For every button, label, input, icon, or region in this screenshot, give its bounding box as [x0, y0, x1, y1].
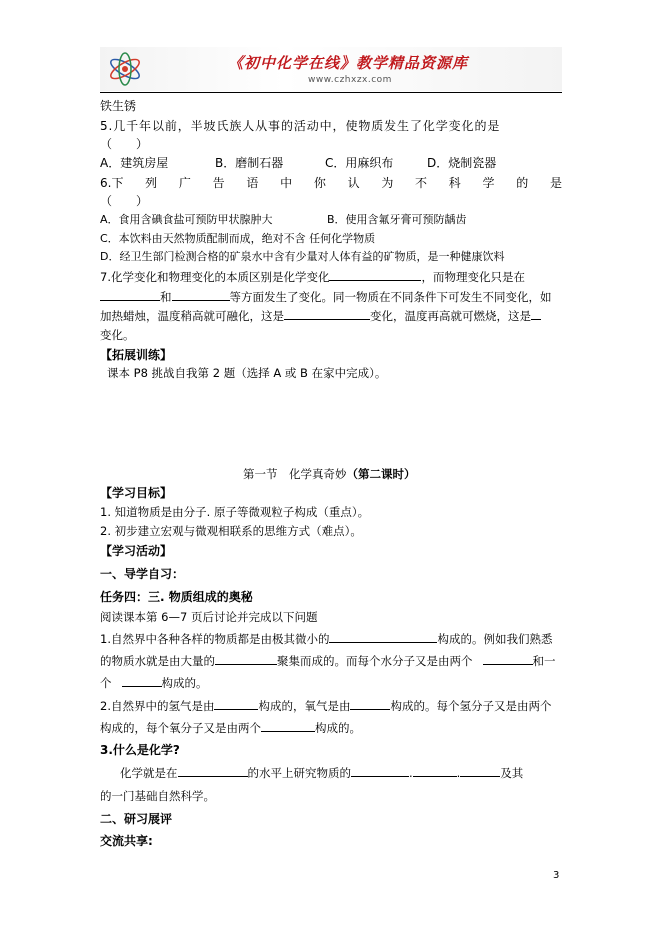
p3-line-1: 化学就是在 的水平上研究物质的 . . 及其 [120, 766, 524, 780]
question-5-stem: 5.几千年以前，半坡氏族人从事的活动中，使物质发生了化学变化的是 [100, 119, 501, 133]
blank [329, 268, 421, 281]
question-7-line-3: 加热蜡烛，温度稍高就可融化，这是 变化，温度再高就可燃烧，这是 [100, 307, 541, 325]
q6-char: 广 [178, 176, 191, 190]
q6-char: 6.下 [100, 176, 124, 190]
page-number: 3 [553, 870, 560, 881]
q5-option-c: C．用麻织布 [325, 156, 394, 170]
blank [351, 764, 409, 777]
q6-option-c: C．本饮料由天然物质配制而成，绝对不含 任何化学物质 [100, 232, 376, 245]
q6-char: 不 [415, 176, 428, 190]
header-title: 《初中化学在线》教学精品资源库 [228, 54, 469, 72]
learning-goal-1: 1. 知道物质是由分子. 原子等微观粒子构成（重点）。 [100, 505, 370, 519]
q5-option-b: B．磨制石器 [215, 156, 284, 170]
p1-line-3: 个 构成的。 [100, 676, 208, 690]
self-study-heading: 一、导学自习： [100, 567, 185, 581]
question-6-paren: （ ） [100, 194, 149, 208]
question-5-paren: （ ） [100, 137, 149, 151]
blank [178, 764, 248, 777]
blank [284, 307, 370, 320]
reading-prompt: 阅读课本第 6—7 页后讨论并完成以下问题 [100, 610, 318, 624]
question-7-line-4: 变化。 [100, 328, 135, 342]
q6-char: 科 [448, 176, 461, 190]
p3-heading: 3.什么是化学? [100, 743, 180, 757]
blank [214, 697, 258, 710]
tuozhan-body: 课本 P8 挑战自我第 2 题（选择 A 或 B 在家中完成）。 [107, 366, 387, 380]
p1-line-1: 1.自然界中各种各样的物质都是由极其微小的 构成的。例如我们熟悉 [100, 632, 553, 646]
q5-option-d: D．烧制瓷器 [427, 156, 497, 170]
q6-char: 是 [549, 176, 562, 190]
q6-option-d: D．经卫生部门检测合格的矿泉水中含有少量对人体有益的矿物质，是一种健康饮料 [100, 250, 505, 263]
q6-char: 学 [482, 176, 495, 190]
question-7-line-1: 7.化学变化和物理变化的本质区别是化学变化 ，而物理变化只是在 [100, 270, 525, 284]
blank [261, 719, 315, 732]
atom-logo-icon [106, 50, 144, 88]
blank [531, 307, 541, 320]
blank [329, 630, 437, 643]
blank [215, 652, 277, 665]
q6-char: 告 [212, 176, 225, 190]
header-url: www.czhxzx.com [308, 75, 392, 85]
blank [100, 288, 160, 301]
review-heading: 二、研习展评 [100, 812, 173, 826]
section-title: 第一节 化学真奇妙（第二课时） [243, 467, 416, 481]
q5-option-a: A．建筑房屋 [100, 156, 169, 170]
header-divider [100, 92, 562, 93]
p2-line-1: 2.自然界中的氢气是由 构成的，氧气是由 构成的。每个氢分子又是由两个 [100, 699, 552, 713]
task-4-heading: 任务四：三. 物质组成的奥秘 [100, 590, 253, 604]
blank [172, 288, 230, 301]
question-6-stem [100, 174, 562, 192]
p3-line-2: 的一门基础自然科学。 [100, 789, 215, 803]
text-tiesheng: 铁生锈 [100, 99, 137, 113]
header-banner [100, 47, 562, 91]
q6-char: 语 [246, 176, 259, 190]
q6-char: 认 [347, 176, 360, 190]
tuozhan-heading: 【拓展训练】 [100, 348, 173, 362]
blank [350, 697, 390, 710]
p2-line-2: 构成的，每个氧分子又是由两个 构成的。 [100, 721, 361, 735]
q6-option-a: A．食用含碘食盐可预防甲状腺肿大 [100, 213, 273, 226]
share-heading: 交流共享: [100, 834, 153, 848]
q6-char: 的 [516, 176, 529, 190]
learning-goal-2: 2. 初步建立宏观与微观相联系的思维方式（难点）。 [100, 524, 362, 538]
q6-char: 你 [313, 176, 326, 190]
question-7-line-2: 和 等方面发生了变化。同一物质在不同条件下可发生不同变化，如 [100, 288, 552, 306]
blank [460, 764, 500, 777]
q6-char: 列 [145, 176, 158, 190]
learning-goals-heading: 【学习目标】 [100, 486, 173, 500]
q6-char: 为 [381, 176, 394, 190]
q6-char: 中 [280, 176, 293, 190]
blank [483, 652, 533, 665]
p1-line-2: 的物质水就是由大量的 聚集而成的。而每个水分子又是由两个 和一 [100, 654, 556, 668]
blank [122, 674, 162, 687]
blank [413, 764, 457, 777]
learning-activity-heading: 【学习活动】 [100, 544, 173, 558]
q6-option-b: B．使用含氟牙膏可预防龋齿 [327, 213, 467, 226]
